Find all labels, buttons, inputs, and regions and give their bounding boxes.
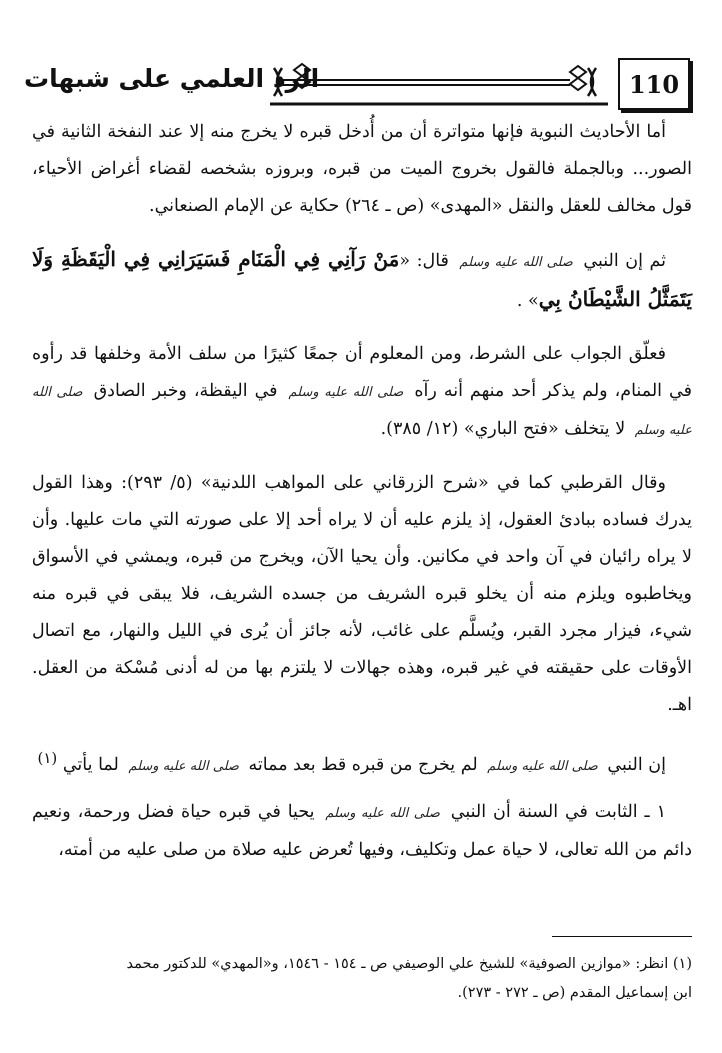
page-number-text: 110	[628, 69, 680, 99]
salawat-glyph: صلى الله عليه وسلم	[32, 385, 692, 438]
paragraph-5-part-b: لم يخرج من قبره قط بعد مماته	[248, 754, 478, 775]
paragraph-3-part-a: فعلّق الجواب على الشرط، ومن المعلوم أن جمعًا كثيرًا من سلف الأمة وخلفها قد رأوه في المنام، ولم يذكر أحد منهم أنه رآه	[32, 344, 692, 401]
paragraph-6-part-b: يحيا في قبره حياة فضل ورحمة، ونعيم دائم من الله تعالى، لا حياة عمل وتكليف، وفيها تُعرض عليه صلاة من صلى عليه من أمته،	[32, 801, 692, 860]
page-header	[18, 58, 690, 114]
running-title: الرد العلمي على شبهات	[24, 64, 320, 93]
paragraph-5-part-a: إن النبي	[607, 754, 666, 775]
salawat-glyph: صلى الله عليه وسلم	[459, 255, 573, 270]
header-ornament	[270, 58, 608, 106]
salawat-glyph: صلى الله عليه وسلم	[487, 758, 598, 774]
paragraph-5	[32, 740, 692, 785]
paragraph-3-part-c: لا يتخلف «فتح الباري» (١٢/ ٣٨٥).	[380, 419, 626, 439]
salawat-glyph: صلى الله عليه وسلم	[325, 805, 440, 821]
paragraph-2	[32, 241, 692, 320]
page-number	[618, 58, 690, 110]
paragraph-3-part-b: في اليقظة، وخبر الصادق	[93, 381, 278, 401]
paragraph-2-intro: ثم إن النبي	[583, 251, 666, 271]
footnote-line-1: (١) انظر: «موازين الصوفية» للشيخ علي الوصيفي ص ـ ١٥٤ - ١٥٤٦، و«المهدي» للدكتور محمد	[126, 956, 692, 972]
paragraph-4: وقال القرطبي كما في «شرح الزرقاني على المواهب اللدنية» (٥/ ٢٩٣): وهذا القول يدرك فساده ببادئ العقول، إذ يلزم عليه أن لا يراه أحد إلا على صورته التي مات عليها. وأن لا يراه رائيان في آن واحد في مكانين. وأن يحيا الآن، ويخرج من قبره، ويمشي في الأسواق ويخاطبوه ويلزم منه أن يخلو قبره الشريف من جسده الشريف، فلا يبقى في قبره منه شيء، فيزار مجرد القبر، ويُسلَّم على غائب، لأنه جائز أن يُرى في الليل والنهار، مع اتصال الأوقات على حقيقته في غير قبره، وهذه جهالات لا يلتزم بها من له أدنى مُسْكة من العقل. اهـ.	[32, 473, 692, 715]
footnote-line-2: ابن إسماعيل المقدم (ص ـ ٢٧٢ - ٢٧٣).	[457, 985, 692, 1001]
paragraph-5-part-c: لما يأتي	[62, 754, 119, 775]
paragraph-1: أما الأحاديث النبوية فإنها متواترة أن من أُدخل قبره لا يخرج منه إلا عند النفخة الثانية في الصور... وبالجملة فالقول بخروج الميت من قبره، وبروزه بشخصه لقضاء أغراض الأحياء، قول مخالف للعقل والنقل «المهدى» (ص ـ ٢٦٤) حكاية عن الإمام الصنعاني.	[32, 122, 692, 216]
paragraph-6-part-a: ١ ـ الثابت في السنة أن النبي	[450, 801, 666, 822]
footnote-reference[interactable]: (١)	[37, 749, 58, 767]
salawat-glyph: صلى الله عليه وسلم	[128, 758, 239, 774]
footnote	[32, 950, 692, 1008]
salawat-glyph: صلى الله عليه وسلم	[288, 385, 404, 400]
footnote-divider	[552, 936, 692, 937]
paragraph-2-said: قال: «	[399, 251, 449, 271]
paragraph-6	[32, 794, 692, 869]
page-body	[32, 114, 692, 869]
hadith-quote: مَنْ رَآنِي فِي الْمَنَامِ فَسَيَرَانِي فِي الْيَقَظَةِ وَلَا يَتَمَثَّلُ الشَّيْطَانُ بِي	[32, 247, 692, 311]
paragraph-3	[32, 336, 692, 449]
paragraph-2-close: » .	[516, 291, 539, 311]
